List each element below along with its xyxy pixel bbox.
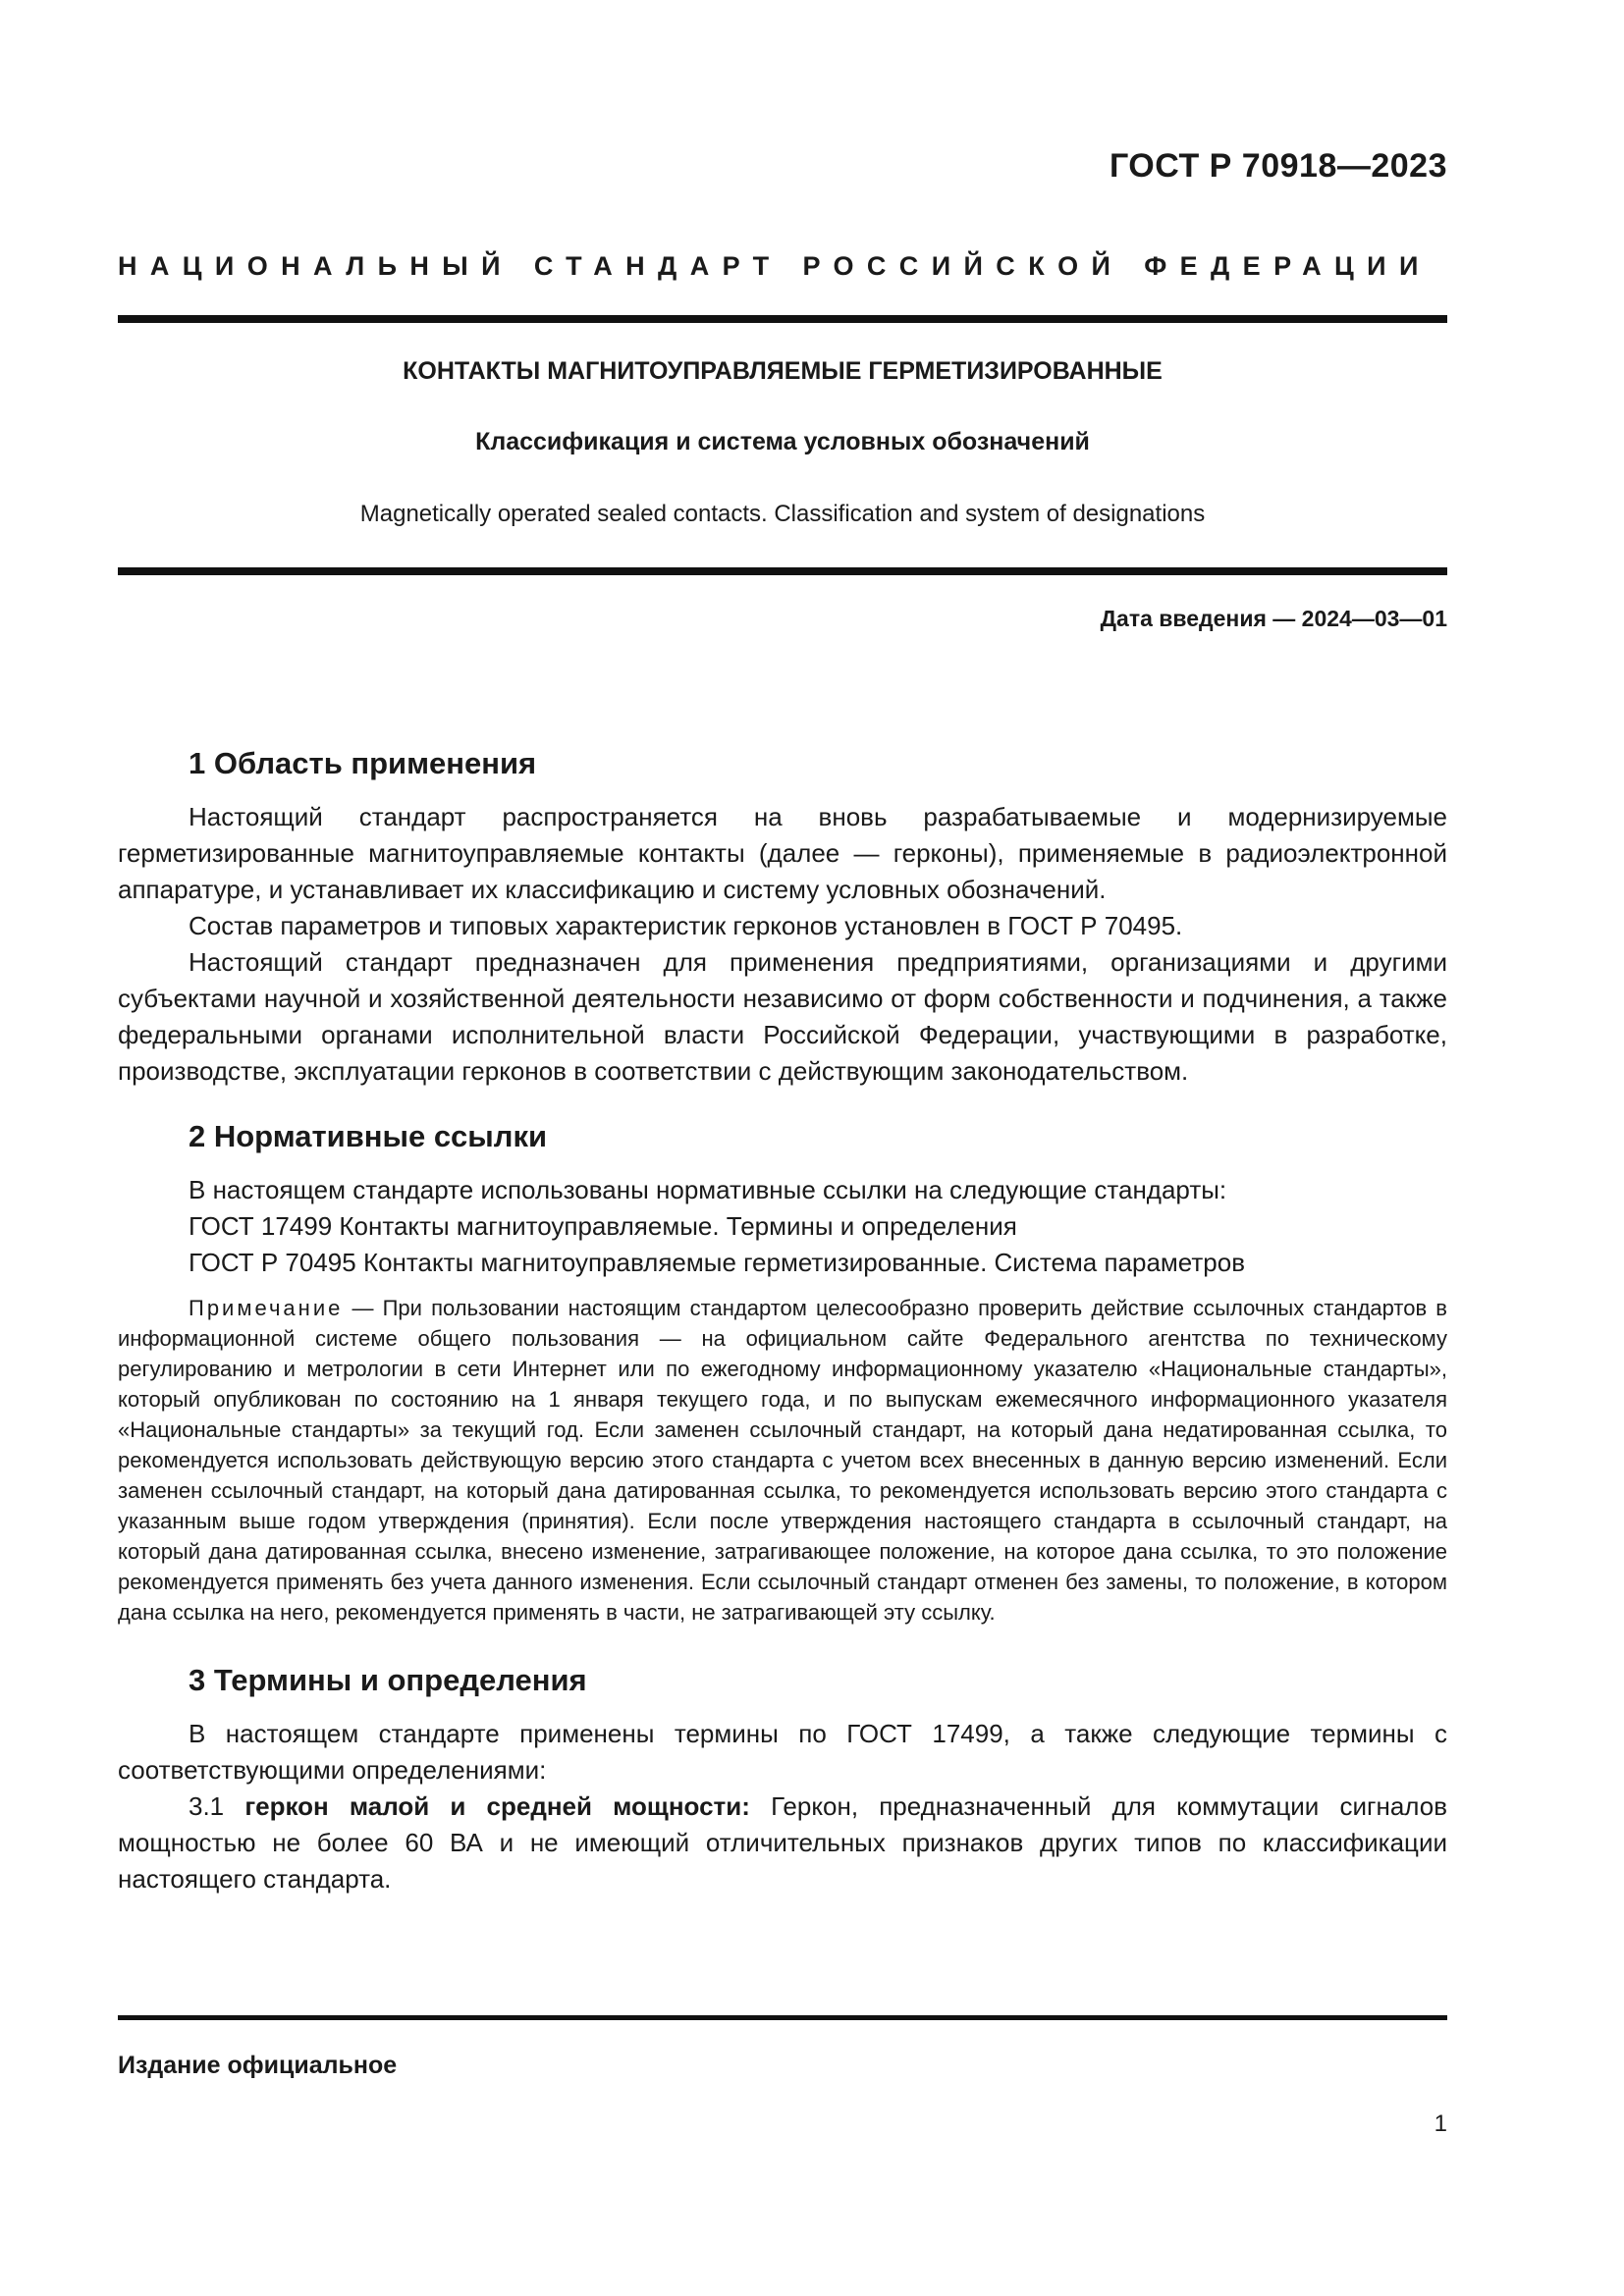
document-body: [118, 746, 1447, 1897]
term-name: геркон малой и средней мощности:: [244, 1791, 750, 1821]
section-scope: [118, 746, 1447, 1090]
paragraph: Настоящий стандарт предназначен для применения предприятиями, организациями и другими субъектами научной и хозяйственной деятельности независимо от форм собственности и подчинения, а также федеральными органами исполнительной власти Российской Федерации, участвующими в разработке, производстве, эксплуатации герконов в соответствии с действующим законодательством.: [118, 947, 1447, 1086]
reference-item: ГОСТ 17499 Контакты магнитоуправляемые. Термины и определения: [189, 1211, 1017, 1241]
title-divider: [118, 567, 1447, 575]
paragraph: В настоящем стандарте использованы нормативные ссылки на следующие стандарты:: [189, 1175, 1227, 1204]
edition-label: Издание официальное: [118, 2052, 398, 2079]
paragraph: В настоящем стандарте применены термины по ГОСТ 17499, а также следующие термины с соответствующими определениями:: [118, 1719, 1447, 1785]
note-text: — При пользовании настоящим стандартом целесообразно проверить действие ссылочных стандартов в информационной системе общего пользования — на официальном сайте Федерального агентства по техническому регулированию и метрологии в сети Интернет или по ежегодному информационному указателю «Национальные стандарты», который опубликован по состоянию на 1 января текущего года, и по выпускам ежемесячного информационного указателя «Национальные стандарты» за текущий год. Если заменен ссылочный стандарт, на который дана недатированная ссылка, то рекомендуется использовать действующую версию этого стандарта с учетом всех внесенных в данную версию изменений. Если заменен ссылочный стандарт, на который дана датированная ссылка, то рекомендуется использовать версию этого стандарта с указанным выше годом утверждения (принятия). Если после утверждения настоящего стандарта в ссылочный стандарт, на который дана датированная ссылка, внесено изменение, затрагивающее положение, на которое дана ссылка, то это положение рекомендуется применять без учета данного изменения. Если ссылочный стандарт отменен без замены, то положение, в котором дана ссылка на него, рекомендуется применять в части, не затрагивающей эту ссылку.: [118, 1296, 1447, 1625]
section-heading: 2 Нормативные ссылки: [189, 1119, 548, 1153]
section-heading: 3 Термины и определения: [189, 1663, 587, 1697]
note-label: Примечание: [189, 1296, 344, 1320]
top-divider: [118, 315, 1447, 323]
national-standard-banner: НАЦИОНАЛЬНЫЙ СТАНДАРТ РОССИЙСКОЙ ФЕДЕРАЦИИ: [118, 251, 1432, 281]
paragraph: Состав параметров и типовых характеристик герконов установлен в ГОСТ Р 70495.: [189, 911, 1183, 940]
term-text: Геркон, предназначенный для коммутации сигналов мощностью не более 60 ВА и не имеющий отличительных признаков других типов по классификации настоящего стандарта.: [118, 1791, 1448, 1894]
section-normative-references: [118, 1119, 1447, 1628]
document-id: ГОСТ Р 70918—2023: [1109, 147, 1447, 185]
section-heading: 1 Область применения: [189, 746, 537, 780]
standard-title: КОНТАКТЫ МАГНИТОУПРАВЛЯЕМЫЕ ГЕРМЕТИЗИРОВАННЫЕ: [403, 357, 1163, 385]
reference-item: ГОСТ Р 70495 Контакты магнитоуправляемые герметизированные. Система параметров: [189, 1248, 1246, 1277]
term-number: 3.1: [189, 1791, 225, 1821]
english-title: Magnetically operated sealed contacts. Classification and system of designations: [359, 501, 1206, 527]
term-definition: [118, 1789, 1447, 1897]
paragraph: Настоящий стандарт распространяется на вновь разрабатываемые и модернизируемые герметизированные магнитоуправляемые контакты (далее — герконы), применяемые в радиоэлектронной аппаратуре, и устанавливает их классификацию и систему условных обозначений.: [118, 802, 1447, 904]
page-number: 1: [1434, 2110, 1447, 2137]
introduction-date: Дата введения — 2024—03—01: [1100, 606, 1447, 631]
section-terms: [118, 1663, 1447, 1897]
standard-subtitle: Классификация и система условных обозначений: [475, 428, 1090, 455]
note: [118, 1293, 1447, 1628]
footer-divider: [118, 2015, 1447, 2020]
